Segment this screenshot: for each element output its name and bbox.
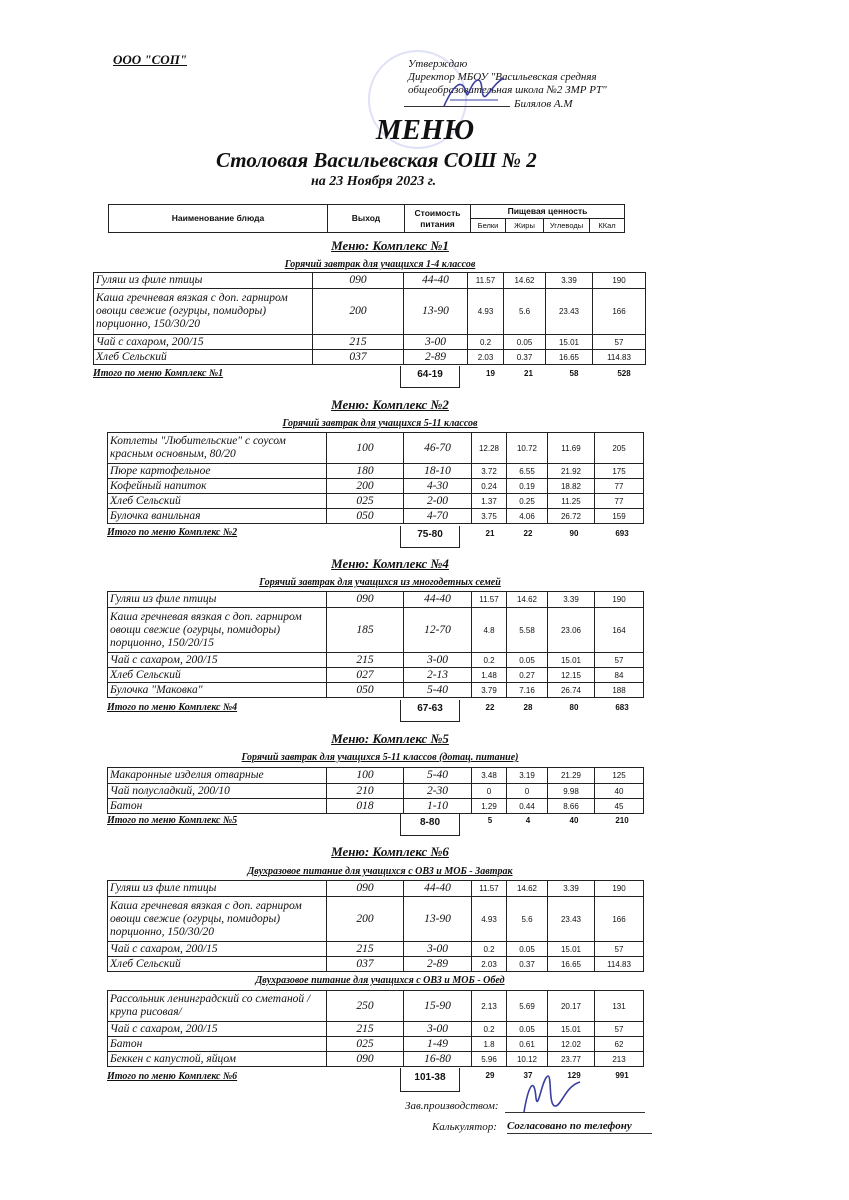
dish-price: 44-40 bbox=[404, 881, 472, 897]
dish-carbs: 23.77 bbox=[548, 1052, 595, 1067]
total-kcal: 528 bbox=[617, 369, 631, 378]
table-row bbox=[108, 1037, 644, 1052]
table-row bbox=[94, 273, 646, 289]
dish-name: Хлеб Сельский bbox=[94, 350, 313, 365]
dish-name: Котлеты "Любительские" с соусом красным основным, 80/20 bbox=[108, 433, 327, 464]
dish-fats: 0.61 bbox=[507, 1037, 548, 1052]
dish-carbs: 3.39 bbox=[546, 273, 593, 289]
dish-proteins: 1.48 bbox=[472, 668, 507, 683]
menu-table bbox=[107, 880, 644, 972]
dish-output: 200 bbox=[327, 897, 404, 942]
dish-kcal: 213 bbox=[595, 1052, 644, 1067]
dish-name: Хлеб Сельский bbox=[108, 957, 327, 972]
dish-proteins: 3.48 bbox=[472, 768, 507, 784]
production-label: Зав.производством: bbox=[405, 1100, 499, 1112]
dish-output: 100 bbox=[327, 768, 404, 784]
table-row bbox=[94, 350, 646, 365]
dish-kcal: 40 bbox=[595, 784, 644, 799]
dish-proteins: 0.2 bbox=[472, 942, 507, 957]
dish-carbs: 21.92 bbox=[548, 464, 595, 479]
total-proteins: 22 bbox=[485, 703, 495, 712]
dish-carbs: 26.72 bbox=[548, 509, 595, 524]
total-proteins: 21 bbox=[485, 529, 495, 538]
dish-output: 210 bbox=[327, 784, 404, 799]
dish-name: Батон bbox=[108, 799, 327, 814]
table-row bbox=[108, 799, 644, 814]
dish-output: 027 bbox=[327, 668, 404, 683]
header-fats: Жиры bbox=[506, 219, 544, 233]
dish-proteins: 3.79 bbox=[472, 683, 507, 698]
dish-kcal: 190 bbox=[593, 273, 646, 289]
total-price: 101-38 bbox=[400, 1068, 460, 1092]
dish-proteins: 11.57 bbox=[468, 273, 504, 289]
table-row bbox=[94, 289, 646, 335]
director-name: Билялов А.М bbox=[514, 98, 573, 110]
page-title-text: МЕНЮ bbox=[375, 114, 475, 146]
table-row bbox=[108, 433, 644, 464]
dish-price: 13-90 bbox=[404, 289, 468, 335]
dish-carbs: 23.06 bbox=[548, 608, 595, 653]
meal-title: Горячий завтрак для учащихся 1-4 классов bbox=[284, 259, 476, 270]
dish-name: Чай с сахаром, 200/15 bbox=[94, 335, 313, 350]
dish-price: 44-40 bbox=[404, 273, 468, 289]
dish-carbs: 15.01 bbox=[548, 942, 595, 957]
dish-price: 2-13 bbox=[404, 668, 472, 683]
dish-proteins: 4.93 bbox=[468, 289, 504, 335]
dish-output: 200 bbox=[313, 289, 404, 335]
dish-name: Гуляш из филе птицы bbox=[108, 881, 327, 897]
dish-carbs: 9.98 bbox=[548, 784, 595, 799]
dish-price: 4-70 bbox=[404, 509, 472, 524]
dish-carbs: 3.39 bbox=[548, 592, 595, 608]
header-dish: Наименование блюда bbox=[109, 205, 328, 233]
total-carbs: 90 bbox=[569, 529, 579, 538]
dish-price: 16-80 bbox=[404, 1052, 472, 1067]
table-row bbox=[108, 942, 644, 957]
dish-output: 180 bbox=[327, 464, 404, 479]
table-row bbox=[108, 881, 644, 897]
dish-kcal: 166 bbox=[595, 897, 644, 942]
table-row bbox=[108, 494, 644, 509]
dish-name: Каша гречневая вязкая с доп. гарниром овощи свежие (огурцы, помидоры) порционно, 150/20/15 bbox=[108, 608, 327, 653]
dish-proteins: 2.03 bbox=[468, 350, 504, 365]
dish-kcal: 57 bbox=[595, 653, 644, 668]
dish-proteins: 0.2 bbox=[472, 1022, 507, 1037]
dish-output: 200 bbox=[327, 479, 404, 494]
dish-name: Булочка ванильная bbox=[108, 509, 327, 524]
dish-price: 2-89 bbox=[404, 350, 468, 365]
dish-proteins: 0.2 bbox=[472, 653, 507, 668]
dish-fats: 10.12 bbox=[507, 1052, 548, 1067]
dish-output: 185 bbox=[327, 608, 404, 653]
approval-line: общеобразовательная школа №2 ЗМР РТ" bbox=[408, 84, 607, 96]
total-proteins: 29 bbox=[485, 1071, 495, 1080]
dish-kcal: 77 bbox=[595, 479, 644, 494]
dish-carbs: 16.65 bbox=[548, 957, 595, 972]
menu-date: на 23 Ноября 2023 г. bbox=[311, 174, 437, 189]
total-carbs: 40 bbox=[569, 816, 579, 825]
dish-kcal: 131 bbox=[595, 991, 644, 1022]
dish-fats: 10.72 bbox=[507, 433, 548, 464]
header-nutrition: Пищевая ценность bbox=[471, 205, 625, 219]
dish-proteins: 0.2 bbox=[468, 335, 504, 350]
dish-fats: 5.69 bbox=[507, 991, 548, 1022]
table-row bbox=[108, 1052, 644, 1067]
table-row bbox=[108, 683, 644, 698]
table-row bbox=[108, 509, 644, 524]
dish-name: Кофейный напиток bbox=[108, 479, 327, 494]
dish-output: 215 bbox=[327, 1022, 404, 1037]
dish-price: 1-49 bbox=[404, 1037, 472, 1052]
dish-price: 46-70 bbox=[404, 433, 472, 464]
header-proteins: Белки bbox=[471, 219, 506, 233]
dish-output: 090 bbox=[327, 881, 404, 897]
approval-line: Директор МБОУ "Васильевская средняя bbox=[408, 71, 597, 83]
table-row bbox=[108, 768, 644, 784]
dish-output: 215 bbox=[327, 942, 404, 957]
dish-price: 3-00 bbox=[404, 335, 468, 350]
total-price: 75-80 bbox=[400, 526, 460, 548]
dish-kcal: 114.83 bbox=[595, 957, 644, 972]
dish-name: Гуляш из филе птицы bbox=[108, 592, 327, 608]
table-row bbox=[108, 668, 644, 683]
dish-name: Гуляш из филе птицы bbox=[94, 273, 313, 289]
dish-kcal: 164 bbox=[595, 608, 644, 653]
dish-kcal: 175 bbox=[595, 464, 644, 479]
dish-proteins: 11.57 bbox=[472, 881, 507, 897]
total-kcal: 683 bbox=[615, 703, 629, 712]
total-fats: 4 bbox=[525, 816, 531, 825]
dish-name: Хлеб Сельский bbox=[108, 668, 327, 683]
dish-output: 090 bbox=[327, 592, 404, 608]
calculator-label: Калькулятор: bbox=[432, 1121, 497, 1133]
dish-kcal: 57 bbox=[595, 942, 644, 957]
dish-price: 2-89 bbox=[404, 957, 472, 972]
dish-output: 050 bbox=[327, 683, 404, 698]
dish-kcal: 57 bbox=[593, 335, 646, 350]
dish-name: Булочка "Маковка" bbox=[108, 683, 327, 698]
total-label: Итого по меню Комплекс №6 bbox=[107, 1071, 238, 1082]
dish-price: 13-90 bbox=[404, 897, 472, 942]
dish-proteins: 3.75 bbox=[472, 509, 507, 524]
dish-kcal: 57 bbox=[595, 1022, 644, 1037]
dish-fats: 0.37 bbox=[507, 957, 548, 972]
menu-table bbox=[107, 432, 644, 524]
menu-table bbox=[107, 990, 644, 1067]
header-kcal: ККал bbox=[590, 219, 625, 233]
table-row bbox=[108, 653, 644, 668]
dish-price: 3-00 bbox=[404, 653, 472, 668]
dish-proteins: 1.37 bbox=[472, 494, 507, 509]
dish-carbs: 23.43 bbox=[548, 897, 595, 942]
meal-title: Двухразовое питание для учащихся с ОВЗ и МОБ - Обед bbox=[255, 975, 505, 986]
total-kcal: 210 bbox=[615, 816, 629, 825]
total-proteins: 5 bbox=[487, 816, 493, 825]
dish-name: Чай с сахаром, 200/15 bbox=[108, 1022, 327, 1037]
dish-output: 215 bbox=[313, 335, 404, 350]
dish-name: Батон bbox=[108, 1037, 327, 1052]
dish-name: Каша гречневая вязкая с доп. гарниром овощи свежие (огурцы, помидоры) порционно, 150/30/20 bbox=[108, 897, 327, 942]
dish-fats: 0 bbox=[507, 784, 548, 799]
dish-name: Хлеб Сельский bbox=[108, 494, 327, 509]
table-row bbox=[108, 464, 644, 479]
dish-proteins: 2.13 bbox=[472, 991, 507, 1022]
total-fats: 21 bbox=[524, 369, 533, 378]
total-fats: 22 bbox=[523, 529, 533, 538]
total-proteins: 19 bbox=[486, 369, 495, 378]
dish-kcal: 125 bbox=[595, 768, 644, 784]
menu-table bbox=[107, 767, 644, 814]
dish-proteins: 3.72 bbox=[472, 464, 507, 479]
dish-name: Рассольник ленинградский со сметаной /крупа рисовая/ bbox=[108, 991, 327, 1022]
total-price: 8-80 bbox=[400, 814, 460, 836]
dish-fats: 14.62 bbox=[507, 881, 548, 897]
dish-fats: 14.62 bbox=[504, 273, 546, 289]
total-fats: 37 bbox=[523, 1071, 533, 1080]
dish-output: 037 bbox=[327, 957, 404, 972]
table-row bbox=[108, 784, 644, 799]
column-header-table bbox=[108, 204, 625, 233]
dish-price: 18-10 bbox=[404, 464, 472, 479]
dish-fats: 0.44 bbox=[507, 799, 548, 814]
header-output: Выход bbox=[328, 205, 405, 233]
dish-kcal: 84 bbox=[595, 668, 644, 683]
meal-title: Двухразовое питание для учащихся с ОВЗ и МОБ - Завтрак bbox=[247, 866, 513, 877]
dish-fats: 0.37 bbox=[504, 350, 546, 365]
dish-fats: 3.19 bbox=[507, 768, 548, 784]
dish-carbs: 15.01 bbox=[548, 1022, 595, 1037]
page-subtitle: Столовая Васильевская СОШ № 2 bbox=[216, 148, 537, 172]
dish-fats: 5.58 bbox=[507, 608, 548, 653]
dish-name: Беккен с капустой, яйцом bbox=[108, 1052, 327, 1067]
dish-proteins: 0 bbox=[472, 784, 507, 799]
total-carbs: 58 bbox=[569, 369, 579, 378]
dish-output: 090 bbox=[327, 1052, 404, 1067]
director-signature bbox=[440, 70, 510, 115]
dish-carbs: 15.01 bbox=[548, 653, 595, 668]
section-title: Меню: Комплекс №5 bbox=[331, 731, 449, 746]
dish-output: 025 bbox=[327, 1037, 404, 1052]
dish-fats: 7.16 bbox=[507, 683, 548, 698]
dish-carbs: 11.69 bbox=[548, 433, 595, 464]
dish-carbs: 21.29 bbox=[548, 768, 595, 784]
dish-kcal: 190 bbox=[595, 881, 644, 897]
dish-output: 090 bbox=[313, 273, 404, 289]
dish-carbs: 12.15 bbox=[548, 668, 595, 683]
dish-carbs: 18.82 bbox=[548, 479, 595, 494]
dish-kcal: 45 bbox=[595, 799, 644, 814]
dish-proteins: 11.57 bbox=[472, 592, 507, 608]
dish-price: 2-30 bbox=[404, 784, 472, 799]
dish-fats: 0.05 bbox=[507, 942, 548, 957]
dish-name: Пюре картофельное bbox=[108, 464, 327, 479]
dish-price: 3-00 bbox=[404, 942, 472, 957]
dish-name: Чай с сахаром, 200/15 bbox=[108, 942, 327, 957]
dish-carbs: 3.39 bbox=[548, 881, 595, 897]
dish-name: Чай с сахаром, 200/15 bbox=[108, 653, 327, 668]
table-row bbox=[108, 608, 644, 653]
meal-title: Горячий завтрак для учащихся 5-11 классов (дотац. питание) bbox=[241, 752, 519, 763]
table-row bbox=[108, 592, 644, 608]
dish-proteins: 0.24 bbox=[472, 479, 507, 494]
dish-output: 018 bbox=[327, 799, 404, 814]
table-row bbox=[108, 479, 644, 494]
section-title: Меню: Комплекс №1 bbox=[331, 238, 449, 253]
dish-name: Чай полусладкий, 200/10 bbox=[108, 784, 327, 799]
total-fats: 28 bbox=[523, 703, 533, 712]
table-row bbox=[108, 897, 644, 942]
dish-kcal: 77 bbox=[595, 494, 644, 509]
meal-title: Горячий завтрак для учащихся 5-11 классов bbox=[282, 418, 478, 429]
dish-carbs: 16.65 bbox=[546, 350, 593, 365]
dish-output: 025 bbox=[327, 494, 404, 509]
dish-price: 3-00 bbox=[404, 1022, 472, 1037]
dish-proteins: 5.96 bbox=[472, 1052, 507, 1067]
dish-output: 100 bbox=[327, 433, 404, 464]
dish-fats: 5.6 bbox=[507, 897, 548, 942]
dish-price: 12-70 bbox=[404, 608, 472, 653]
table-row bbox=[108, 991, 644, 1022]
page-title bbox=[0, 114, 849, 147]
dish-name: Каша гречневая вязкая с доп. гарниром овощи свежие (огурцы, помидоры) порционно, 150/30/20 bbox=[94, 289, 313, 335]
meal-title: Горячий завтрак для учащихся из многодетных семей bbox=[259, 577, 501, 588]
total-label: Итого по меню Комплекс №1 bbox=[93, 368, 224, 379]
dish-kcal: 62 bbox=[595, 1037, 644, 1052]
total-label: Итого по меню Комплекс №2 bbox=[107, 527, 238, 538]
table-row bbox=[94, 335, 646, 350]
dish-fats: 0.25 bbox=[507, 494, 548, 509]
dish-carbs: 15.01 bbox=[546, 335, 593, 350]
dish-output: 037 bbox=[313, 350, 404, 365]
total-kcal: 991 bbox=[615, 1071, 629, 1080]
dish-proteins: 2.03 bbox=[472, 957, 507, 972]
dish-kcal: 166 bbox=[593, 289, 646, 335]
total-label: Итого по меню Комплекс №5 bbox=[107, 815, 238, 826]
dish-carbs: 8.66 bbox=[548, 799, 595, 814]
dish-price: 4-30 bbox=[404, 479, 472, 494]
dish-fats: 0.05 bbox=[507, 1022, 548, 1037]
section-title: Меню: Комплекс №4 bbox=[331, 556, 449, 571]
dish-carbs: 20.17 bbox=[548, 991, 595, 1022]
dish-fats: 6.55 bbox=[507, 464, 548, 479]
dish-carbs: 26.74 bbox=[548, 683, 595, 698]
dish-price: 5-40 bbox=[404, 683, 472, 698]
calculator-value: Согласовано по телефону bbox=[507, 1120, 652, 1134]
dish-proteins: 1.29 bbox=[472, 799, 507, 814]
dish-carbs: 23.43 bbox=[546, 289, 593, 335]
dish-proteins: 4.93 bbox=[472, 897, 507, 942]
menu-table bbox=[107, 591, 644, 698]
dish-fats: 5.6 bbox=[504, 289, 546, 335]
dish-kcal: 205 bbox=[595, 433, 644, 464]
organization-name: ООО "СОП" bbox=[113, 52, 188, 67]
total-price: 67-63 bbox=[400, 700, 460, 722]
dish-price: 15-90 bbox=[404, 991, 472, 1022]
dish-price: 1-10 bbox=[404, 799, 472, 814]
dish-kcal: 190 bbox=[595, 592, 644, 608]
dish-proteins: 12.28 bbox=[472, 433, 507, 464]
total-carbs: 80 bbox=[569, 703, 579, 712]
header-price: Стоимость питания bbox=[405, 205, 471, 233]
menu-table bbox=[93, 272, 646, 365]
dish-output: 250 bbox=[327, 991, 404, 1022]
dish-fats: 0.05 bbox=[504, 335, 546, 350]
dish-proteins: 1.8 bbox=[472, 1037, 507, 1052]
table-row bbox=[108, 1022, 644, 1037]
dish-output: 215 bbox=[327, 653, 404, 668]
dish-price: 5-40 bbox=[404, 768, 472, 784]
dish-fats: 14.62 bbox=[507, 592, 548, 608]
dish-fats: 0.19 bbox=[507, 479, 548, 494]
dish-name: Макаронные изделия отварные bbox=[108, 768, 327, 784]
total-price: 64-19 bbox=[400, 366, 460, 388]
dish-fats: 4.06 bbox=[507, 509, 548, 524]
total-carbs: 129 bbox=[567, 1071, 581, 1080]
total-label: Итого по меню Комплекс №4 bbox=[107, 702, 238, 713]
header-carbs: Углеводы bbox=[544, 219, 590, 233]
dish-fats: 0.27 bbox=[507, 668, 548, 683]
dish-carbs: 11.25 bbox=[548, 494, 595, 509]
dish-price: 2-00 bbox=[404, 494, 472, 509]
section-title: Меню: Комплекс №6 bbox=[331, 844, 449, 859]
production-signature bbox=[518, 1068, 588, 1118]
section-title: Меню: Комплекс №2 bbox=[331, 397, 449, 412]
total-kcal: 693 bbox=[615, 529, 629, 538]
dish-fats: 0.05 bbox=[507, 653, 548, 668]
dish-kcal: 188 bbox=[595, 683, 644, 698]
dish-kcal: 159 bbox=[595, 509, 644, 524]
dish-output: 050 bbox=[327, 509, 404, 524]
approval-line: Утверждаю bbox=[408, 58, 468, 70]
dish-carbs: 12.02 bbox=[548, 1037, 595, 1052]
dish-price: 44-40 bbox=[404, 592, 472, 608]
table-row bbox=[108, 957, 644, 972]
dish-proteins: 4.8 bbox=[472, 608, 507, 653]
dish-kcal: 114.83 bbox=[593, 350, 646, 365]
